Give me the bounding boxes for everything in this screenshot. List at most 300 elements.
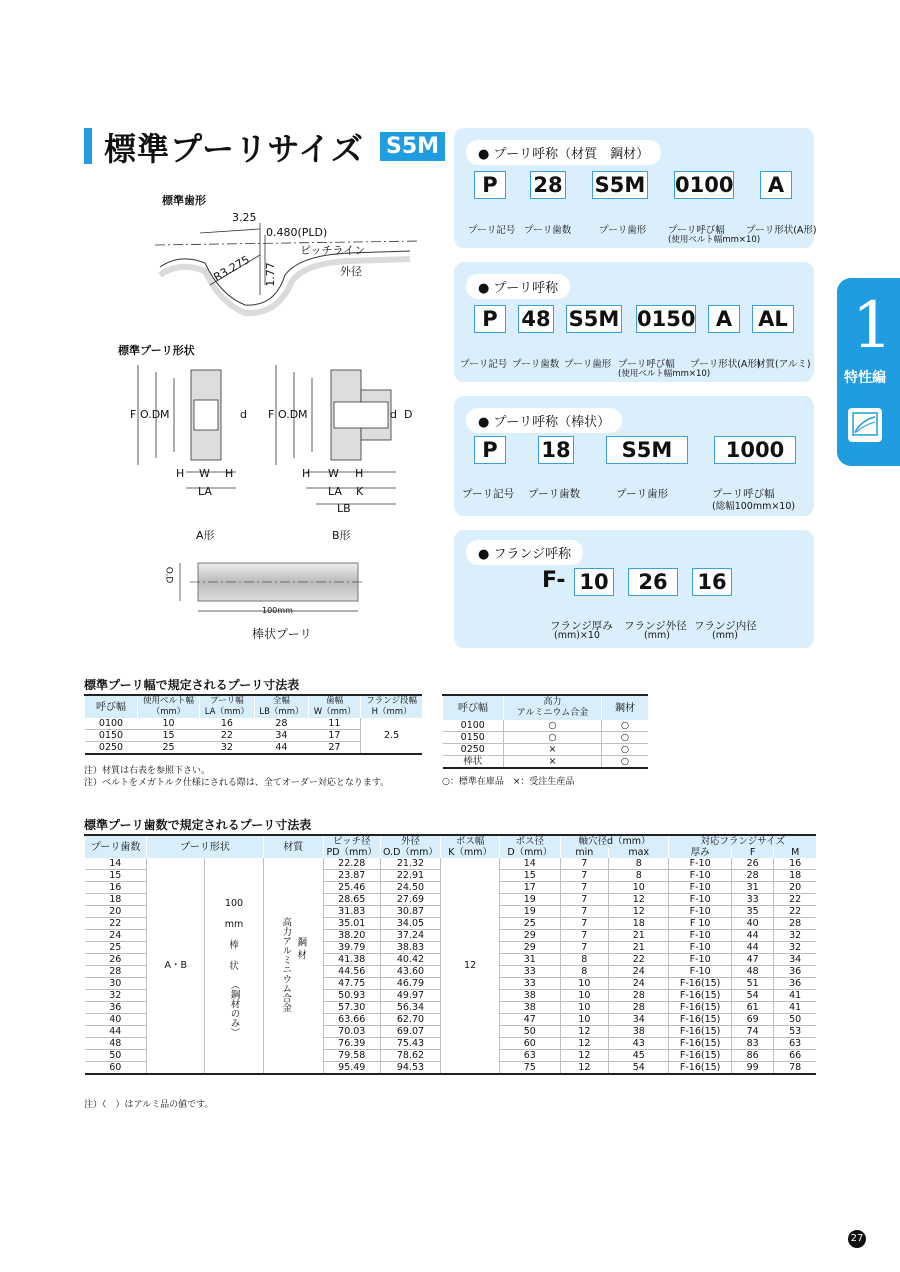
t3-cell: 22 (85, 918, 147, 930)
spec3-label-0: プーリ記号 (462, 488, 515, 500)
t3-cell: F 10 (669, 918, 731, 930)
label-b-m: M (298, 408, 308, 421)
label-a-f: F (130, 408, 137, 421)
t3-cell: 79.58 (323, 1050, 380, 1062)
t2-cell: × (504, 744, 602, 756)
t3-cell: 50.93 (323, 990, 380, 1002)
t2-cell: ○ (504, 720, 602, 732)
t3-h3: ピッチ径 PD（mm） (323, 835, 380, 858)
spec2-code-width: 0150 (637, 307, 696, 331)
t3-bar-label-part: 100 (224, 898, 244, 909)
t3-cell: 50 (85, 1050, 147, 1062)
t1-cell: 25 (138, 742, 200, 755)
t3-cell: 18 (774, 870, 816, 882)
t1-cell: 0250 (85, 742, 138, 755)
t3-cell: F-16(15) (669, 1014, 731, 1026)
t3-cell: 14 (499, 858, 560, 870)
spec1-label-2: プーリ歯形 (599, 225, 647, 236)
spec2-label-3: プーリ呼び幅 (618, 359, 675, 370)
t3-cell: 29 (499, 930, 560, 942)
dim-radius: R3.275 (211, 253, 252, 284)
t1-h2: プーリ幅 LA（mm） (200, 695, 255, 718)
t3-cell: 41.38 (323, 954, 380, 966)
page-title: 標準プーリサイズ (104, 130, 364, 168)
spec3-label-2: プーリ歯形 (616, 488, 669, 500)
t3-cell: F-10 (669, 894, 731, 906)
t3-cell: 86 (731, 1050, 774, 1062)
t3-cell: 36 (85, 1002, 147, 1014)
t1-cell: 27 (309, 742, 361, 755)
t3-cell: 7 (560, 906, 609, 918)
t3-cell: 18 (609, 918, 669, 930)
t1-cell: 11 (309, 718, 361, 730)
t3-cell: 34 (609, 1014, 669, 1026)
t3-cell: F-10 (669, 870, 731, 882)
t3-cell: 74 (731, 1026, 774, 1038)
t3-cell: 15 (499, 870, 560, 882)
t3-cell: 40 (85, 1014, 147, 1026)
spec4-label-1: フランジ外径 (624, 620, 687, 632)
spec1-code-width: 0100 (675, 173, 734, 197)
t3-cell: 10 (560, 1014, 609, 1026)
t3-cell: 10 (560, 978, 609, 990)
t1-cell: 34 (254, 730, 308, 742)
table2-note: ○：標準在庫品 ×：受注生産品 (442, 777, 575, 787)
t3-cell: 8 (609, 870, 669, 882)
t3-cell: 38 (499, 1002, 560, 1014)
t3-cell: 31 (731, 882, 774, 894)
t3-cell: 50 (774, 1014, 816, 1026)
t3-cell: 28.65 (323, 894, 380, 906)
t3-cell: F-16(15) (669, 990, 731, 1002)
t3-material-steel: 鋼 材 (295, 936, 307, 959)
t3-cell: 21.32 (380, 858, 441, 870)
t3-cell: 54 (731, 990, 774, 1002)
table3-note: 注）（ ）はアルミ品の値です。 (84, 1100, 214, 1110)
t3-cell: 22 (609, 954, 669, 966)
spec1-code-profile: S5M (592, 171, 648, 199)
bar-caption: 棒状プーリ (252, 627, 312, 641)
t1-h1: 使用ベルト幅 （mm） (138, 695, 200, 718)
t3-cell: 69 (731, 1014, 774, 1026)
t1-h3: 全幅 LB（mm） (254, 695, 308, 718)
t1-cell: 0100 (85, 718, 138, 730)
t3-cell: 60 (499, 1038, 560, 1050)
t3-cell: 22.28 (323, 858, 380, 870)
t3-cell: 39.79 (323, 942, 380, 954)
spec1-code-teeth: 28 (530, 171, 566, 199)
label-b-k: K (356, 485, 364, 498)
t3-cell: 33 (499, 978, 560, 990)
t3-cell: 38.83 (380, 942, 441, 954)
label-b-la: LA (328, 485, 342, 498)
t3-cell: 46.79 (380, 978, 441, 990)
t3-cell: 7 (560, 942, 609, 954)
t3-cell: 40.42 (380, 954, 441, 966)
t3-cell: 54 (609, 1062, 669, 1075)
spec4-sub-0: (mm)×10 (554, 630, 600, 641)
t3-cell: 34 (774, 954, 816, 966)
t3-cell: 38 (499, 990, 560, 1002)
t3-cell: 20 (85, 906, 147, 918)
spec2-code-profile: S5M (566, 305, 622, 333)
t3-cell: 63.66 (323, 1014, 380, 1026)
page-number: 27 (848, 1230, 866, 1248)
t3-cell: 12 (609, 906, 669, 918)
t3-cell: F-10 (669, 906, 731, 918)
t3-cell: 49.97 (380, 990, 441, 1002)
label-b-h2: H (355, 467, 364, 480)
t2-h0: 呼び幅 (443, 695, 504, 720)
table-row (85, 858, 817, 870)
t3-cell: 21 (609, 942, 669, 954)
t1-h-value: 2.5 (361, 718, 422, 754)
t3-cell: 28 (609, 990, 669, 1002)
spec1-label-1: プーリ歯数 (524, 225, 572, 236)
t3-h1: プーリ形状 (147, 835, 264, 858)
t3-cell: 33 (731, 894, 774, 906)
t3-sh2: 厚み (669, 847, 731, 858)
label-b-d: d (390, 408, 397, 421)
t3-cell: 7 (560, 930, 609, 942)
table1-note-0: 注）材質は右表を参照下さい。 (84, 766, 211, 776)
t3-cell: 28 (774, 918, 816, 930)
chapter-label: 特性編 (844, 370, 886, 386)
spec3-code-profile: S5M (606, 436, 688, 464)
t3-cell: 48 (85, 1038, 147, 1050)
t3-cell: 40 (731, 918, 774, 930)
t3-cell: 44 (731, 930, 774, 942)
spec3-label-3: プーリ呼び幅 (712, 488, 775, 500)
t3-h8: 対応フランジサイズ (669, 835, 816, 847)
spec2-label-sub: (使用ベルト幅mm×10) (618, 369, 711, 379)
t2-cell: × (504, 756, 602, 769)
spec4-code-thickness: 10 (574, 568, 614, 596)
t3-cell: 10 (560, 990, 609, 1002)
table-row (443, 720, 649, 732)
t2-cell: ○ (602, 720, 649, 732)
t2-cell: 0150 (443, 732, 504, 744)
t3-cell: 60 (85, 1062, 147, 1075)
t3-cell: 24 (85, 930, 147, 942)
spec3-code-width: 1000 (714, 436, 796, 464)
label-b-f: F (268, 408, 275, 421)
t3-cell: 38.20 (323, 930, 380, 942)
t3-h4: 外径 O.D（mm） (380, 835, 441, 858)
t3-cell: 32 (85, 990, 147, 1002)
t3-cell: 20 (774, 882, 816, 894)
t3-cell: 37.24 (380, 930, 441, 942)
t3-cell: 41 (774, 1002, 816, 1014)
t3-cell: 48 (731, 966, 774, 978)
spec-box-steel (454, 128, 817, 248)
label-b-w: W (328, 467, 339, 480)
t2-h2: 鋼材 (602, 695, 649, 720)
spec1-code-p: P (474, 171, 506, 199)
t3-cell: F-16(15) (669, 1026, 731, 1038)
t3-bar-label-part: （鋼材のみ） (228, 980, 240, 1037)
chapter-number: 1 (852, 289, 893, 363)
label-b-lb: LB (337, 502, 351, 515)
t3-cell: 70.03 (323, 1026, 380, 1038)
t3-cell: 18 (85, 894, 147, 906)
t2-cell: 棒状 (443, 756, 504, 769)
t3-cell: 7 (560, 882, 609, 894)
dim-pitch-line: ピッチライン (300, 244, 366, 257)
t3-cell: 17 (499, 882, 560, 894)
teeth-dimension-table (84, 834, 816, 1075)
t1-h5: フランジ段幅 H（mm） (361, 695, 422, 718)
t3-cell: 53 (774, 1026, 816, 1038)
t3-material-al: 高力アルミニウム合金 (280, 916, 292, 1012)
table-row (443, 744, 649, 756)
t3-cell: 28 (731, 870, 774, 882)
spec4-title: ● フランジ呼称 (466, 540, 583, 565)
t3-cell: 26 (85, 954, 147, 966)
spec3-code-p: P (474, 436, 506, 464)
t3-cell: 8 (560, 966, 609, 978)
t3-cell: 22 (774, 894, 816, 906)
t3-cell: 7 (560, 858, 609, 870)
t3-cell: F-10 (669, 930, 731, 942)
label-a-d: d (240, 408, 247, 421)
t3-cell: 44 (731, 942, 774, 954)
t3-cell: 44 (85, 1026, 147, 1038)
spec2-title: ● プーリ呼称 (466, 274, 570, 299)
spec2-label-0: プーリ記号 (460, 359, 508, 370)
t3-sh1: max (609, 847, 669, 858)
table-row (85, 718, 423, 730)
spec4-sub-1: (mm) (644, 630, 670, 641)
t3-cell: 38 (609, 1026, 669, 1038)
t3-cell: 12 (560, 1050, 609, 1062)
t3-cell: F-16(15) (669, 1038, 731, 1050)
t3-cell: 31 (499, 954, 560, 966)
t3-cell: 12 (560, 1038, 609, 1050)
spec1-title: ● プーリ呼称（材質 鋼材） (466, 140, 661, 165)
t3-cell: 66 (774, 1050, 816, 1062)
t3-h7: 軸穴径d（mm） (560, 835, 669, 847)
t3-cell: 12 (560, 1026, 609, 1038)
t3-cell: 63 (774, 1038, 816, 1050)
t3-cell: 76.39 (323, 1038, 380, 1050)
t1-cell: 22 (200, 730, 255, 742)
t3-cell: 26 (731, 858, 774, 870)
spec2-label-5: 材質(アルミ) (756, 359, 811, 370)
width-dimension-table (84, 694, 422, 755)
t3-sh4: M (774, 847, 816, 858)
t3-cell: 33 (499, 966, 560, 978)
t3-cell: 10 (560, 1002, 609, 1014)
t3-cell: 10 (609, 882, 669, 894)
t3-h5: ボス幅 K（mm） (441, 835, 500, 858)
t3-cell: 22.91 (380, 870, 441, 882)
spec-box-bar (454, 396, 814, 516)
t3-cell: 24 (609, 966, 669, 978)
t2-cell: ○ (602, 732, 649, 744)
t3-cell: F-10 (669, 882, 731, 894)
t3-cell: 7 (560, 918, 609, 930)
t3-cell: 50 (499, 1026, 560, 1038)
t3-cell: 43 (609, 1038, 669, 1050)
t3-cell: 31.83 (323, 906, 380, 918)
dim-outer-dia: 外径 (340, 265, 362, 278)
t3-cell: 43.60 (380, 966, 441, 978)
t1-cell: 15 (138, 730, 200, 742)
title-badge: S5M (380, 132, 445, 161)
spec2-label-4: プーリ形状(A形) (690, 359, 761, 370)
spec2-code-teeth: 48 (518, 305, 554, 333)
t3-cell: 47 (499, 1014, 560, 1026)
t1-cell: 10 (138, 718, 200, 730)
t3-cell: 35.01 (323, 918, 380, 930)
t3-cell: 78 (774, 1062, 816, 1075)
t3-cell: F-16(15) (669, 1002, 731, 1014)
t3-cell: 51 (731, 978, 774, 990)
spec1-label-4: プーリ形状(A形) (746, 225, 817, 236)
chart-icon (848, 408, 882, 442)
spec3-title: ● プーリ呼称（棒状） (466, 408, 622, 433)
spec4-sub-2: (mm) (712, 630, 738, 641)
t3-cell: 35 (731, 906, 774, 918)
t3-cell: 99 (731, 1062, 774, 1075)
spec-box-aluminum (454, 262, 814, 382)
t1-cell: 0150 (85, 730, 138, 742)
table-row (443, 756, 649, 769)
spec1-label-0: プーリ記号 (468, 225, 516, 236)
t3-cell: F-10 (669, 858, 731, 870)
spec2-code-material: AL (752, 305, 794, 333)
t3-cell: 95.49 (323, 1062, 380, 1075)
t3-cell: 12 (560, 1062, 609, 1075)
t3-cell: 22 (774, 906, 816, 918)
t3-cell: 36 (774, 966, 816, 978)
t3-cell: 69.07 (380, 1026, 441, 1038)
spec4-code-outer: 26 (628, 568, 678, 596)
t1-cell: 28 (254, 718, 308, 730)
t3-cell: 7 (560, 894, 609, 906)
t3-cell: 34.05 (380, 918, 441, 930)
t3-cell: F-16(15) (669, 978, 731, 990)
t3-cell: 28 (85, 966, 147, 978)
label-a-h1: H (176, 467, 185, 480)
bar-od-label: O.D (163, 566, 174, 584)
t3-cell: 61 (731, 1002, 774, 1014)
t3-cell: F-10 (669, 954, 731, 966)
t1-cell: 16 (200, 718, 255, 730)
t3-cell: 56.34 (380, 1002, 441, 1014)
t1-cell: 44 (254, 742, 308, 755)
spec2-label-1: プーリ歯数 (512, 359, 560, 370)
t3-h2: 材質 (263, 835, 323, 858)
caption-b: B形 (332, 529, 351, 542)
table1-title: 標準プーリ幅で規定されるプーリ寸法表 (84, 678, 300, 692)
t3-boss-width: 12 (441, 858, 500, 1074)
t3-cell: 14 (85, 858, 147, 870)
spec3-label-1: プーリ歯数 (528, 488, 581, 500)
t3-sh3: F (731, 847, 774, 858)
table1-note-1: 注）ベルトをメガトルク仕様にされる際は、全てオーダー対応となります。 (84, 778, 390, 788)
caption-a: A形 (196, 529, 215, 542)
t3-cell: 19 (499, 906, 560, 918)
t2-cell: ○ (602, 744, 649, 756)
label-a-w: W (199, 467, 210, 480)
spec1-label-sub: (使用ベルト幅mm×10) (668, 235, 761, 245)
t3-bar-label (205, 858, 263, 1074)
t3-cell: 8 (609, 858, 669, 870)
t3-cell: 16 (774, 858, 816, 870)
label-b-boss-d: D (404, 408, 413, 421)
t3-cell: 62.70 (380, 1014, 441, 1026)
label-a-m: M (160, 408, 170, 421)
t3-cell: 25.46 (323, 882, 380, 894)
t3-cell: F-10 (669, 942, 731, 954)
t3-cell: 44.56 (323, 966, 380, 978)
table-row (443, 732, 649, 744)
t3-bar-label-part: 状 (229, 961, 239, 972)
spec3-label-sub: (総幅100mm×10) (712, 501, 796, 512)
bar-length-label: 100mm (262, 606, 293, 615)
t3-cell: 47 (731, 954, 774, 966)
spec-box-flange (454, 530, 814, 648)
label-a-h2: H (225, 467, 234, 480)
t3-cell: 25 (499, 918, 560, 930)
pulley-shape-diagram (126, 360, 426, 520)
spec1-label-3: プーリ呼び幅 (668, 225, 725, 236)
t2-cell: 0250 (443, 744, 504, 756)
t3-cell: 83 (731, 1038, 774, 1050)
t3-bar-label-part: mm (224, 919, 244, 930)
t3-cell: 63 (499, 1050, 560, 1062)
t3-cell: 21 (609, 930, 669, 942)
t2-cell: 0100 (443, 720, 504, 732)
t3-h0: プーリ歯数 (85, 835, 147, 858)
dim-325: 3.25 (232, 211, 257, 224)
t3-cell: 7 (560, 870, 609, 882)
t3-cell: 36 (774, 978, 816, 990)
t3-cell: 8 (560, 954, 609, 966)
spec4-label-0: フランジ厚み (550, 620, 613, 632)
t1-h4: 歯幅 W（mm） (309, 695, 361, 718)
t3-cell: 25 (85, 942, 147, 954)
spec1-code-shape: A (760, 171, 792, 199)
material-table (442, 694, 648, 769)
t3-h6: ボス径 D（mm） (499, 835, 560, 858)
t3-cell: 32 (774, 930, 816, 942)
t3-cell: 24.50 (380, 882, 441, 894)
t3-cell: 16 (85, 882, 147, 894)
spec2-code-p: P (474, 305, 506, 333)
t3-cell: 27.69 (380, 894, 441, 906)
t1-cell: 32 (200, 742, 255, 755)
dim-177: 1.77 (263, 262, 277, 287)
t3-cell: F-10 (669, 966, 731, 978)
spec4-prefix: F- (542, 568, 566, 593)
t3-sh0: min (560, 847, 609, 858)
spec2-code-shape: A (708, 305, 740, 333)
spec2-label-2: プーリ歯形 (564, 359, 612, 370)
t3-bar-label-part: 棒 (229, 940, 239, 951)
t2-cell: ○ (504, 732, 602, 744)
t3-cell: 41 (774, 990, 816, 1002)
t3-cell: 28 (609, 1002, 669, 1014)
t3-cell: 29 (499, 942, 560, 954)
t3-cell: 45 (609, 1050, 669, 1062)
t3-cell: F-16(15) (669, 1050, 731, 1062)
t3-cell: 19 (499, 894, 560, 906)
t3-cell: 32 (774, 942, 816, 954)
t3-cell: 15 (85, 870, 147, 882)
